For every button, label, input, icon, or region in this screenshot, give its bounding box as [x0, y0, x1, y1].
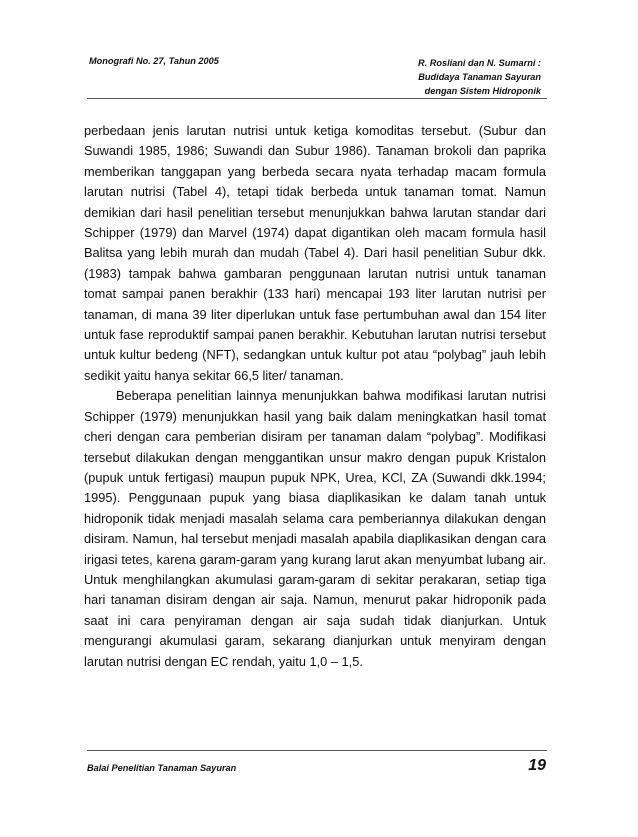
header-rule — [87, 98, 547, 99]
footer-institution: Balai Penelitian Tanaman Sayuran — [87, 763, 237, 773]
header-title-line-1: Budidaya Tanaman Sayuran — [418, 72, 541, 82]
paragraph-2: Beberapa penelitian lainnya menunjukkan bahwa modifikasi larutan nutrisi Schipper (1979) menunjukkan hasil yang baik dalam meningkatkan hasil tomat cheri dengan cara pemberian disiram per tanaman dalam “polybag”. Modifikasi tersebut dilakukan dengan menggantikan unsur makro dengan pupuk Kristalon (pupuk untuk fertigasi) maupun pupuk NPK, Urea, KCl, ZA (Suwandi dkk.1994; 1995). Penggunaan pupuk yang biasa diaplikasikan ke dalam tanah untuk hidroponik tidak menjadi masalah selama cara pemberiannya dilakukan dengan disiram. Namun, hal tersebut menjadi masalah apabila diaplikasikan dengan cara irigasi tetes, karena garam-garam yang kurang larut akan menyumbat lubang air. Untuk menghilangkan akumulasi garam-garam di sekitar perakaran, setiap tiga hari tanaman disiram dengan air saja. Namun, menurut pakar hidroponik pada saat ini cara penyiraman dengan air saja sudah tidak dianjurkan. Untuk mengurangi akumulasi garam, sekarang dianjurkan untuk menyiram dengan larutan nutrisi dengan EC rendah, yaitu 1,0 – 1,5. — [84, 388, 546, 669]
footer-rule — [87, 750, 547, 751]
page-header — [87, 56, 549, 98]
paragraph-1: perbedaan jenis larutan nutrisi untuk ketiga komoditas tersebut. (Subur dan Suwandi 1985, 1986; Suwandi dan Subur 1986). Tanaman brokoli dan paprika memberikan tanggapan yang berbeda secara nyata terhadap macam formula larutan nutrisi (Tabel 4), tetapi tidak berbeda untuk tanaman tomat. Namun demikian dari hasil penelitian tersebut menunjukkan bahwa larutan standar dari Schipper (1979) dan Marvel (1974) dapat digantikan oleh macam formula hasil Balitsa yang lebih murah dan mudah (Tabel 4). Dari hasil penelitian Subur dkk. (1983) tampak bahwa gambaran penggunaan larutan nutrisi untuk tanaman tomat sampai panen berakhir (133 hari) mencapai 193 liter larutan nutrisi per tanaman, di mana 39 liter diperlukan untuk fase pertumbuhan awal dan 154 liter untuk fase reproduktif sampai panen berakhir. Kebutuhan larutan nutrisi tersebut untuk kultur bedeng (NFT), sedangkan untuk kultur pot atau “polybag” jauh lebih sedikit yaitu hanya sekitar 66,5 liter/ tanaman. — [84, 123, 546, 383]
page-number: 19 — [528, 757, 546, 774]
header-publication: Monografi No. 27, Tahun 2005 — [89, 56, 219, 66]
header-authors: R. Rosliani dan N. Sumarni : — [417, 58, 541, 68]
header-authors-title — [418, 56, 541, 98]
header-title-line-2: dengan Sistem Hidroponik — [424, 86, 541, 96]
body-text — [84, 121, 546, 672]
